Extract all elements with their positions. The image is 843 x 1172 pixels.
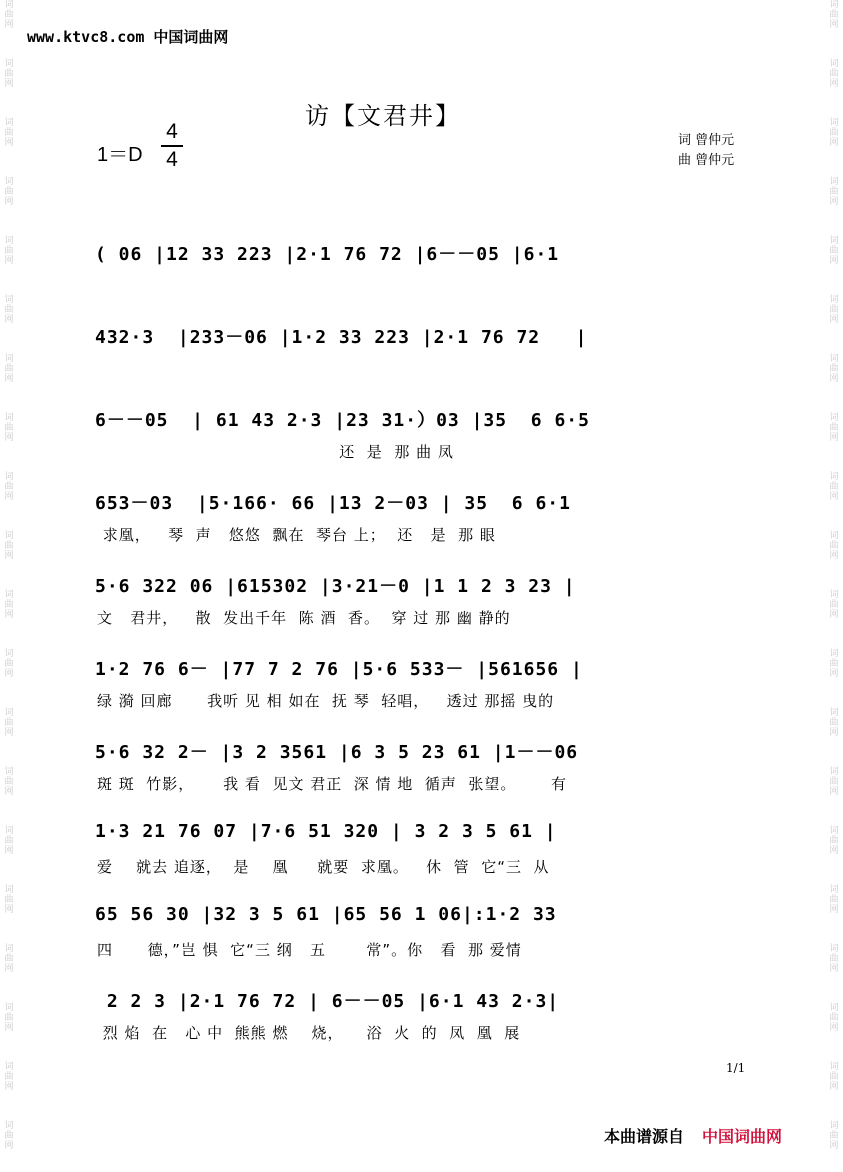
notation-row: 5·6 32 2－ |3 2 3561 |6 3 5 23 61 |1－－06 <box>95 742 579 763</box>
watermark-text: 词 曲 网 <box>829 236 839 266</box>
watermark-text: 词 曲 网 <box>4 1003 14 1033</box>
watermark-text: 词 曲 网 <box>4 649 14 679</box>
lyricist: 词 曾仲元 <box>678 133 735 148</box>
watermark-text: 词 曲 网 <box>4 472 14 502</box>
watermark-text: 词 曲 网 <box>4 0 14 30</box>
notation-row: 432·3 |233－06 |1·2 33 223 |2·1 76 72 | <box>95 327 588 348</box>
watermark-right <box>825 0 843 1172</box>
notation-row: 5·6 322 06 |615302 |3·21－0 |1 1 2 3 23 | <box>95 576 576 597</box>
time-sig-bottom: 4 <box>166 148 178 171</box>
watermark-text: 词 曲 网 <box>829 413 839 443</box>
notation-row: 6－－05 | 61 43 2·3 |23 31·）03 |35 6 6·5 <box>95 410 590 431</box>
watermark-text: 词 曲 网 <box>829 472 839 502</box>
watermark-text: 词 曲 网 <box>4 177 14 207</box>
time-sig-top: 4 <box>166 120 178 143</box>
time-sig-bar <box>161 145 183 147</box>
lyric-row: 绿 漪 回廊 我听 见 相 如在 抚 琴 轻唱， 透过 那摇 曳的 <box>97 692 555 710</box>
watermark-text: 词 曲 网 <box>4 295 14 325</box>
lyric-row: 文 君井， 散 发出千年 陈 酒 香。 穿 过 那 幽 静的 <box>97 609 511 627</box>
key-signature: 1＝D <box>97 144 143 166</box>
site-header[interactable]: www.ktvc8.com 中国词曲网 <box>27 28 229 46</box>
watermark-text: 词 曲 网 <box>829 649 839 679</box>
watermark-text: 词 曲 网 <box>829 177 839 207</box>
footer-brand-link[interactable]: 中国词曲网 <box>702 1127 783 1146</box>
watermark-text: 词 曲 网 <box>4 767 14 797</box>
watermark-text: 词 曲 网 <box>4 354 14 384</box>
lyric-row: 还 是 那 曲 凤 <box>97 443 454 461</box>
composer: 曲 曾仲元 <box>678 153 735 168</box>
lyric-row: 爱 就去 追逐， 是 凰 就要 求凰。 休 管 它“三 从 <box>97 858 550 876</box>
notation-row: 1·3 21 76 07 |7·6 51 320 | 3 2 3 5 61 | <box>95 821 557 842</box>
watermark-text: 词 曲 网 <box>829 708 839 738</box>
watermark-text: 词 曲 网 <box>829 0 839 30</box>
watermark-text: 词 曲 网 <box>4 413 14 443</box>
watermark-text: 词 曲 网 <box>4 236 14 266</box>
notation-row: ( 06 |12 33 223 |2·1 76 72 |6－－05 |6·1 <box>95 244 560 265</box>
watermark-text: 词 曲 网 <box>829 826 839 856</box>
watermark-text: 词 曲 网 <box>4 118 14 148</box>
page-number: 1/1 <box>726 1061 746 1075</box>
credits <box>678 131 734 171</box>
watermark-text: 词 曲 网 <box>829 531 839 561</box>
watermark-text: 词 曲 网 <box>4 590 14 620</box>
watermark-text: 词 曲 网 <box>829 1003 839 1033</box>
watermark-text: 词 曲 网 <box>4 708 14 738</box>
watermark-text: 词 曲 网 <box>829 354 839 384</box>
time-signature <box>161 120 183 172</box>
footer-source: 本曲谱源自 <box>604 1127 685 1146</box>
watermark-text: 词 曲 网 <box>4 59 14 89</box>
watermark-text: 词 曲 网 <box>829 885 839 915</box>
watermark-text: 词 曲 网 <box>829 590 839 620</box>
watermark-text: 词 曲 网 <box>829 1121 839 1151</box>
lyric-row: 烈 焰 在 心 中 熊熊 燃 烧， 浴 火 的 凤 凰 展 <box>97 1024 521 1042</box>
watermark-text: 词 曲 网 <box>829 944 839 974</box>
watermark-text: 词 曲 网 <box>829 1062 839 1092</box>
footer <box>604 1124 782 1147</box>
watermark-left <box>0 0 18 1172</box>
notation-row: 653－03 |5·166· 66 |13 2－03 | 35 6 6·1 <box>95 493 571 514</box>
watermark-text: 词 曲 网 <box>4 944 14 974</box>
lyric-row: 斑 斑 竹影， 我 看 见文 君正 深 情 地 循声 张望。 有 <box>97 775 567 793</box>
notation-row: 2 2 3 |2·1 76 72 | 6－－05 |6·1 43 2·3| <box>95 991 560 1012</box>
song-title: 访【文君井】 <box>305 102 461 130</box>
watermark-text: 词 曲 网 <box>829 295 839 325</box>
lyric-row: 求凰， 琴 声 悠悠 飘在 琴台 上； 还 是 那 眼 <box>97 526 496 544</box>
lyric-row: 四 德，”岂 惧 它“三 纲 五 常”。你 看 那 爱情 <box>97 941 522 959</box>
watermark-text: 词 曲 网 <box>4 885 14 915</box>
watermark-text: 词 曲 网 <box>4 1062 14 1092</box>
watermark-text: 词 曲 网 <box>829 767 839 797</box>
watermark-text: 词 曲 网 <box>829 118 839 148</box>
notation-row: 65 56 30 |32 3 5 61 |65 56 1 06|:1·2 33 <box>95 904 557 925</box>
watermark-text: 词 曲 网 <box>4 531 14 561</box>
watermark-text: 词 曲 网 <box>829 59 839 89</box>
watermark-text: 词 曲 网 <box>4 826 14 856</box>
notation-row: 1·2 76 6－ |77 7 2 76 |5·6 533－ |561656 | <box>95 659 583 680</box>
watermark-text: 词 曲 网 <box>4 1121 14 1151</box>
